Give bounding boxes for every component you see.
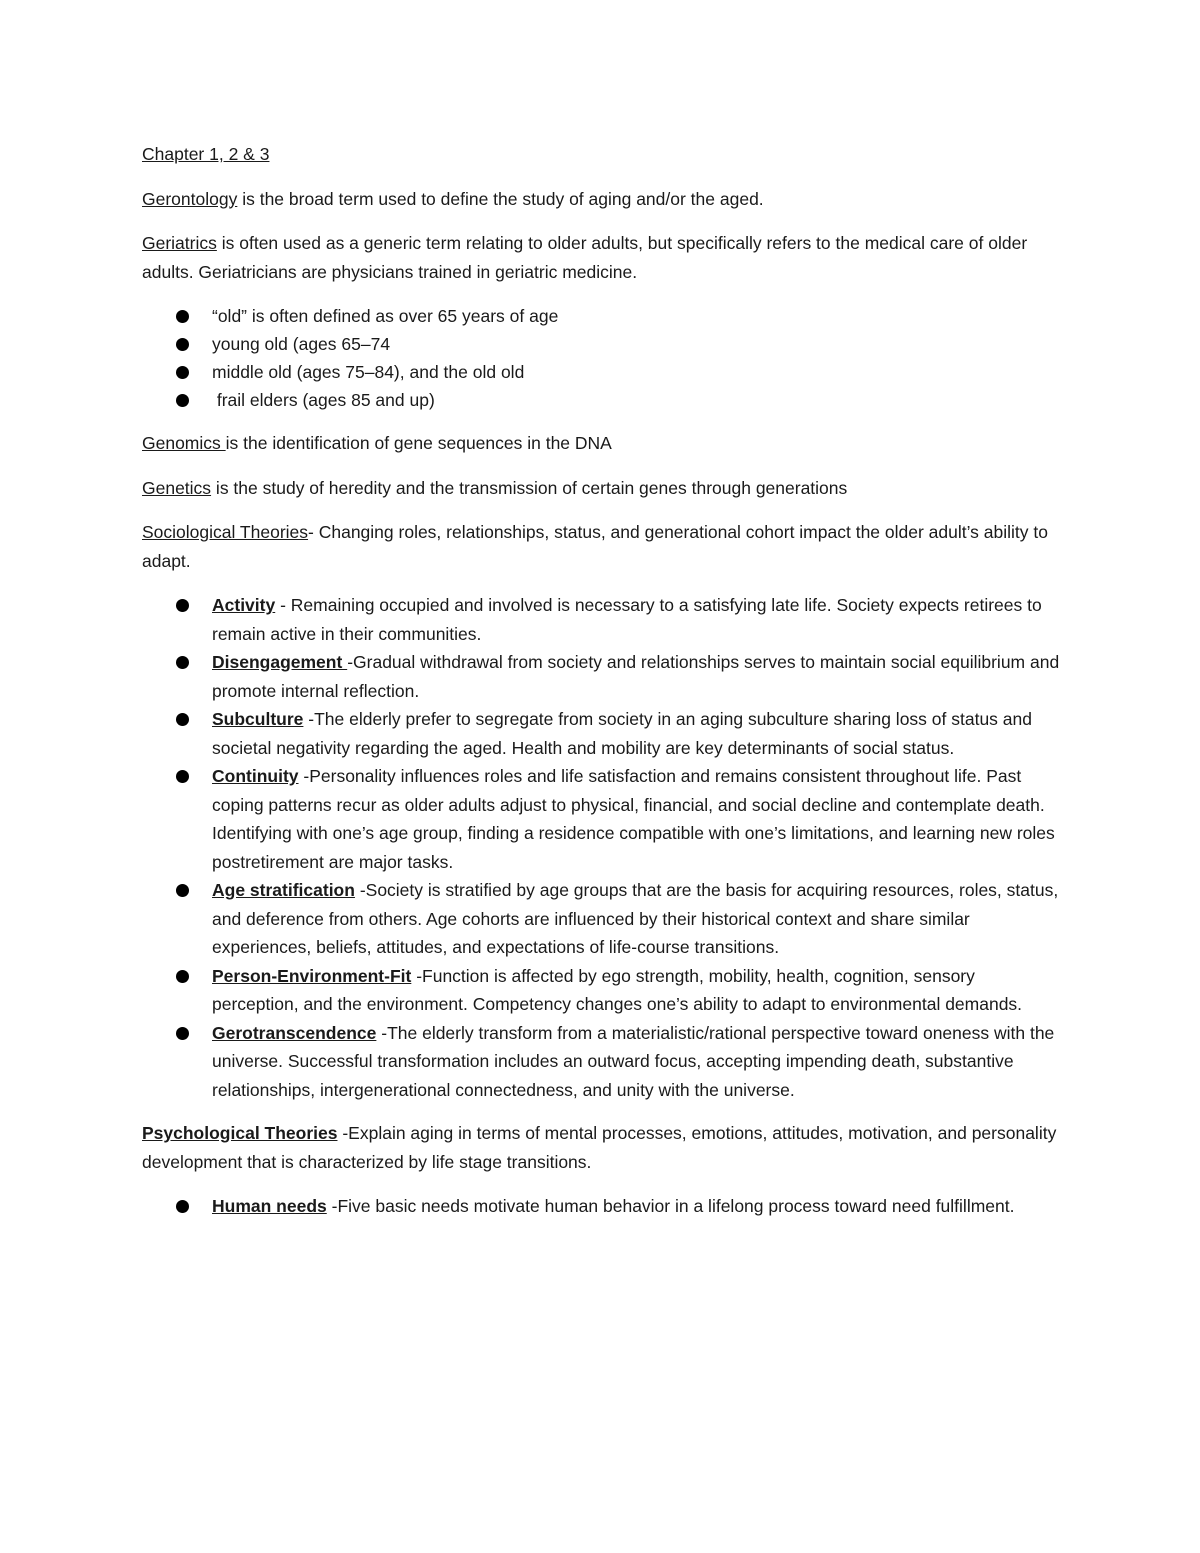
bullet-icon — [176, 884, 189, 897]
list-item — [212, 705, 1062, 762]
definition-gerontology — [142, 185, 1062, 214]
term-gerontology: Gerontology — [142, 188, 238, 209]
theory-text: -The elderly transform from a materialistic/rational perspective toward oneness with the universe. Successful transformation includes an outward focus, accepting impending death, substantive relationships, intergenerational connectedness, and unity with the universe. — [212, 1022, 1055, 1100]
bullet-icon — [176, 770, 189, 783]
theory-term: Disengagement — [212, 652, 348, 672]
bullet-icon — [176, 1200, 189, 1213]
chapter-title-text: Chapter 1, 2 & 3 — [142, 144, 270, 164]
document-page — [142, 140, 1062, 1236]
list-item — [212, 648, 1062, 705]
theory-term: Activity — [212, 595, 276, 615]
bullet-icon — [176, 599, 189, 612]
list-item-text: frail elders (ages 85 and up) — [212, 390, 435, 410]
bullet-icon — [176, 656, 189, 669]
bullet-icon — [176, 338, 189, 351]
definition-text: is the identification of gene sequences in the DNA — [225, 433, 612, 453]
list-item — [212, 962, 1062, 1019]
theory-text: -Society is stratified by age groups that are the basis for acquiring resources, roles, status, and deference from others. Age cohorts are influenced by their historical context and share similar experiences, beliefs, attitudes, and expectations of life-course transitions. — [212, 880, 1059, 957]
theory-term: Continuity — [212, 766, 299, 786]
list-item — [212, 762, 1062, 876]
bullet-icon — [176, 1027, 189, 1040]
theory-text: -Five basic needs motivate human behavior in a lifelong process toward need fulfillment. — [326, 1196, 1015, 1216]
theory-term: Gerotranscendence — [212, 1022, 377, 1043]
bullet-icon — [176, 310, 189, 323]
bullet-icon — [176, 394, 189, 407]
list-item — [212, 1192, 1062, 1221]
definition-text: is the study of heredity and the transmission of certain genes through generations — [211, 477, 848, 498]
term-geriatrics: Geriatrics — [142, 233, 217, 253]
bullet-icon — [176, 366, 189, 379]
sociological-theories-list — [142, 591, 1062, 1104]
definition-genomics — [142, 429, 1062, 458]
bullet-icon — [176, 970, 189, 983]
list-item — [212, 876, 1062, 962]
theory-term: Age stratification — [212, 880, 355, 900]
term-psychological-theories: Psychological Theories — [142, 1123, 338, 1143]
list-item — [212, 591, 1062, 648]
psychological-theories-list — [142, 1192, 1062, 1221]
term-sociological-theories: Sociological Theories — [142, 522, 309, 542]
section-description: - Changing roles, relationships, status, and generational cohort impact the older adult’s ability to adapt. — [142, 522, 1048, 571]
list-item-text: middle old (ages 75–84), and the old old — [212, 362, 525, 382]
term-genomics: Genomics — [142, 433, 226, 453]
theory-term: Subculture — [212, 709, 304, 729]
theory-text: -The elderly prefer to segregate from society in an aging subculture sharing loss of status and societal negativity regarding the aged. Health and mobility are key determinants of social status. — [212, 709, 1032, 758]
definition-text: is the broad term used to define the study of aging and/or the aged. — [237, 188, 764, 209]
theory-term: Human needs — [212, 1196, 327, 1216]
list-item-text: young old (ages 65–74 — [212, 334, 391, 354]
term-genetics: Genetics — [142, 477, 212, 498]
theory-text: - Remaining occupied and involved is necessary to a satisfying late life. Society expects retirees to remain active in their communities. — [212, 595, 1042, 644]
list-item — [212, 1019, 1062, 1105]
psychological-theories-heading — [142, 1119, 1062, 1176]
bullet-icon — [176, 713, 189, 726]
chapter-title — [142, 140, 1062, 169]
sociological-theories-heading — [142, 518, 1062, 575]
theory-text: -Gradual withdrawal from society and relationships serves to maintain social equilibrium and promote internal reflection. — [212, 652, 1060, 701]
definition-geriatrics — [142, 229, 1062, 286]
theory-term: Person-Environment-Fit — [212, 965, 412, 986]
list-item — [212, 330, 1062, 358]
list-item-text: “old” is often defined as over 65 years of age — [212, 306, 559, 326]
theory-text: -Function is affected by ego strength, mobility, health, cognition, sensory perception, and the environment. Competency changes one’s ability to adapt to environmental demands. — [212, 965, 1023, 1014]
section-description: -Explain aging in terms of mental processes, emotions, attitudes, motivation, and personality development that is characterized by life stage transitions. — [142, 1123, 1057, 1172]
list-item — [212, 302, 1062, 330]
definition-text: is often used as a generic term relating to older adults, but specifically refers to the medical care of older adults. Geriatricians are physicians trained in geriatric medicine. — [142, 233, 1028, 282]
list-item — [212, 358, 1062, 386]
list-item — [212, 386, 1062, 414]
age-groups-list — [142, 302, 1062, 414]
theory-text: -Personality influences roles and life satisfaction and remains consistent throughout life. Past coping patterns recur as older adults adjust to physical, financial, and social decline and contemplate death. Identifying with one’s age group, finding a residence compatible with one’s limitations, and learning new roles postretirement are major tasks. — [212, 766, 1055, 872]
definition-genetics — [142, 474, 1062, 503]
